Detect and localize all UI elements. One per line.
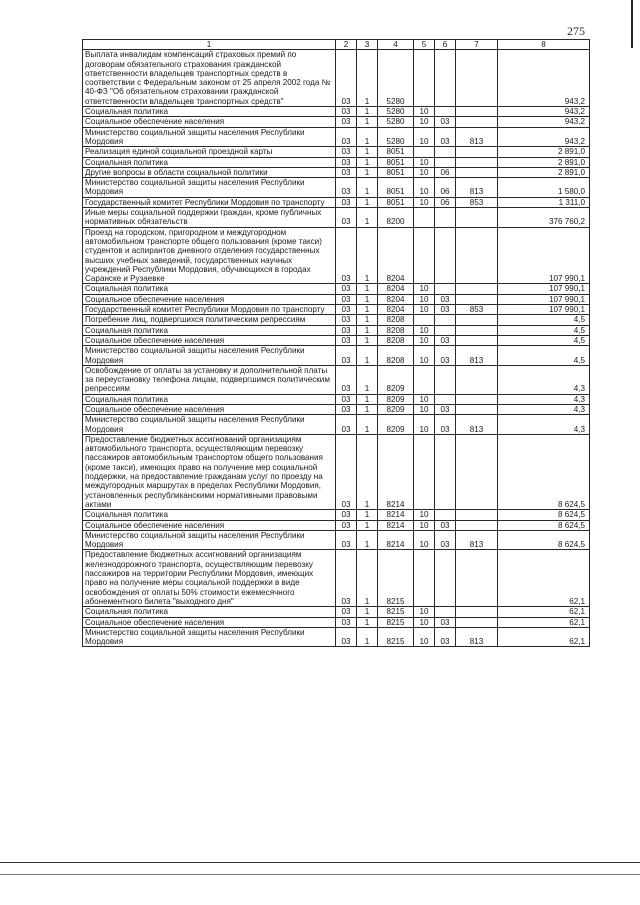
ministry-code-cell	[456, 315, 498, 325]
section-cell: 10	[414, 394, 435, 404]
amount-cell: 1 311,0	[498, 197, 590, 207]
section-cell	[414, 434, 435, 509]
code-subsection-cell: 1	[357, 346, 378, 366]
amount-cell: 376 760,2	[498, 208, 590, 228]
target-article-cell: 8214	[378, 434, 414, 509]
section-cell	[414, 550, 435, 607]
amount-cell: 8 624,5	[498, 530, 590, 550]
table-row	[83, 127, 590, 147]
subsection-cell	[435, 607, 456, 617]
table-header-row	[83, 40, 590, 50]
table-row	[83, 365, 590, 394]
section-cell: 10	[414, 335, 435, 345]
row-name-cell: Социальная политика	[83, 107, 336, 117]
section-cell	[414, 365, 435, 394]
table-row	[83, 107, 590, 117]
code-subsection-cell: 1	[357, 284, 378, 294]
ministry-code-cell	[456, 325, 498, 335]
subsection-cell	[435, 227, 456, 284]
row-name-cell: Социальная политика	[83, 394, 336, 404]
code-subsection-cell: 1	[357, 394, 378, 404]
code-subsection-cell: 1	[357, 365, 378, 394]
target-article-cell: 8214	[378, 510, 414, 520]
code-subsection-cell: 1	[357, 305, 378, 315]
subsection-cell	[435, 394, 456, 404]
ministry-code-cell: 853	[456, 305, 498, 315]
code-section-cell: 03	[336, 415, 357, 435]
table-row	[83, 415, 590, 435]
row-name-cell: Другие вопросы в области социальной политики	[83, 167, 336, 177]
amount-cell: 107 990,1	[498, 284, 590, 294]
subsection-cell: 03	[435, 617, 456, 627]
subsection-cell: 06	[435, 167, 456, 177]
row-name-cell: Проезд на городском, пригородном и междугородном автомобильном транспорте общего пользования (кроме такси) студентов и аспирантов дневного отделения государственных высших учебных заведений, государственных научных учреждений Республики Мордовия, обучающихся в городах Саранске и Рузаевке	[83, 227, 336, 284]
target-article-cell: 8208	[378, 315, 414, 325]
amount-cell: 8 624,5	[498, 520, 590, 530]
row-name-cell: Социальное обеспечение населения	[83, 294, 336, 304]
subsection-cell	[435, 157, 456, 167]
table-row	[83, 294, 590, 304]
table-row	[83, 510, 590, 520]
amount-cell: 943,2	[498, 50, 590, 107]
section-cell: 10	[414, 530, 435, 550]
code-section-cell: 03	[336, 510, 357, 520]
code-subsection-cell: 1	[357, 415, 378, 435]
code-subsection-cell: 1	[357, 127, 378, 147]
code-section-cell: 03	[336, 117, 357, 127]
row-name-cell: Иные меры социальной поддержки граждан, кроме публичных нормативных обязательств	[83, 208, 336, 228]
amount-cell: 107 990,1	[498, 227, 590, 284]
section-cell: 10	[414, 197, 435, 207]
code-section-cell: 03	[336, 167, 357, 177]
row-name-cell: Предоставление бюджетных ассигнований организациям железнодорожного транспорта, осуществляющим перевозку пассажиров на территории Республики Мордовия, имеющих право на получение меры социальной поддержки в виде освобождения от оплаты 50% стоимости ежемесячного абонементного билета "выходного дня"	[83, 550, 336, 607]
target-article-cell: 8215	[378, 617, 414, 627]
row-name-cell: Министерство социальной защиты населения Республики Мордовия	[83, 530, 336, 550]
ministry-code-cell: 813	[456, 346, 498, 366]
subsection-cell	[435, 147, 456, 157]
section-cell: 10	[414, 617, 435, 627]
section-cell: 10	[414, 325, 435, 335]
code-section-cell: 03	[336, 346, 357, 366]
row-name-cell: Реализация единой социальной проездной карты	[83, 147, 336, 157]
amount-cell: 2 891,0	[498, 157, 590, 167]
section-cell	[414, 50, 435, 107]
code-section-cell: 03	[336, 50, 357, 107]
target-article-cell: 8204	[378, 284, 414, 294]
subsection-cell	[435, 50, 456, 107]
code-subsection-cell: 1	[357, 227, 378, 284]
subsection-cell: 03	[435, 627, 456, 647]
target-article-cell: 8209	[378, 415, 414, 435]
table-row	[83, 617, 590, 627]
code-subsection-cell: 1	[357, 335, 378, 345]
amount-cell: 4,3	[498, 404, 590, 414]
target-article-cell: 8209	[378, 394, 414, 404]
code-subsection-cell: 1	[357, 550, 378, 607]
subsection-cell	[435, 325, 456, 335]
subsection-cell: 03	[435, 294, 456, 304]
table-row	[83, 394, 590, 404]
table-row	[83, 208, 590, 228]
ministry-code-cell: 813	[456, 127, 498, 147]
table-row	[83, 346, 590, 366]
amount-cell: 8 624,5	[498, 434, 590, 509]
row-name-cell: Освобождение от оплаты за установку и дополнительной платы за переустановку телефона лицам, подвергшимся политическим репрессиям	[83, 365, 336, 394]
target-article-cell: 8208	[378, 325, 414, 335]
target-article-cell: 8200	[378, 208, 414, 228]
amount-cell: 4,5	[498, 315, 590, 325]
code-subsection-cell: 1	[357, 294, 378, 304]
code-subsection-cell: 1	[357, 167, 378, 177]
row-name-cell: Социальная политика	[83, 284, 336, 294]
budget-table	[82, 39, 590, 647]
amount-cell: 4,3	[498, 415, 590, 435]
amount-cell: 2 891,0	[498, 147, 590, 157]
amount-cell: 2 891,0	[498, 167, 590, 177]
ministry-code-cell	[456, 365, 498, 394]
table-row	[83, 315, 590, 325]
amount-cell: 4,5	[498, 335, 590, 345]
ministry-code-cell: 813	[456, 530, 498, 550]
amount-cell: 4,3	[498, 394, 590, 404]
ministry-code-cell	[456, 510, 498, 520]
amount-cell: 943,2	[498, 127, 590, 147]
code-subsection-cell: 1	[357, 510, 378, 520]
table-row	[83, 530, 590, 550]
table-row	[83, 157, 590, 167]
target-article-cell: 8215	[378, 627, 414, 647]
row-name-cell: Министерство социальной защиты населения Республики Мордовия	[83, 127, 336, 147]
column-header: 4	[378, 40, 414, 50]
amount-cell: 943,2	[498, 107, 590, 117]
ministry-code-cell	[456, 50, 498, 107]
amount-cell: 62,1	[498, 607, 590, 617]
row-name-cell: Министерство социальной защиты населения Республики Мордовия	[83, 178, 336, 198]
target-article-cell: 8204	[378, 305, 414, 315]
column-header: 3	[357, 40, 378, 50]
subsection-cell: 06	[435, 197, 456, 207]
target-article-cell: 8208	[378, 346, 414, 366]
row-name-cell: Социальное обеспечение населения	[83, 335, 336, 345]
section-cell: 10	[414, 607, 435, 617]
code-subsection-cell: 1	[357, 325, 378, 335]
amount-cell: 107 990,1	[498, 305, 590, 315]
ministry-code-cell	[456, 607, 498, 617]
amount-cell: 8 624,5	[498, 510, 590, 520]
ministry-code-cell	[456, 394, 498, 404]
section-cell: 10	[414, 294, 435, 304]
column-header: 1	[83, 40, 336, 50]
code-section-cell: 03	[336, 404, 357, 414]
table-row	[83, 627, 590, 647]
column-header: 7	[456, 40, 498, 50]
code-section-cell: 03	[336, 530, 357, 550]
section-cell: 10	[414, 127, 435, 147]
code-section-cell: 03	[336, 197, 357, 207]
table-row	[83, 607, 590, 617]
code-subsection-cell: 1	[357, 117, 378, 127]
column-header: 2	[336, 40, 357, 50]
section-cell: 10	[414, 117, 435, 127]
row-name-cell: Социальное обеспечение населения	[83, 520, 336, 530]
amount-cell: 107 990,1	[498, 294, 590, 304]
target-article-cell: 8209	[378, 404, 414, 414]
table-row	[83, 434, 590, 509]
ministry-code-cell	[456, 147, 498, 157]
ministry-code-cell	[456, 404, 498, 414]
ministry-code-cell: 853	[456, 197, 498, 207]
row-name-cell: Социальная политика	[83, 510, 336, 520]
code-subsection-cell: 1	[357, 315, 378, 325]
ministry-code-cell: 813	[456, 627, 498, 647]
target-article-cell: 8208	[378, 335, 414, 345]
target-article-cell: 5280	[378, 107, 414, 117]
ministry-code-cell	[456, 167, 498, 177]
code-subsection-cell: 1	[357, 157, 378, 167]
subsection-cell: 03	[435, 335, 456, 345]
section-cell: 10	[414, 404, 435, 414]
section-cell: 10	[414, 305, 435, 315]
subsection-cell: 03	[435, 520, 456, 530]
ministry-code-cell	[456, 284, 498, 294]
subsection-cell: 03	[435, 346, 456, 366]
ministry-code-cell: 813	[456, 178, 498, 198]
target-article-cell: 8051	[378, 157, 414, 167]
code-section-cell: 03	[336, 208, 357, 228]
target-article-cell: 8204	[378, 294, 414, 304]
target-article-cell: 8051	[378, 167, 414, 177]
scan-edge-mark	[631, 0, 633, 48]
section-cell	[414, 315, 435, 325]
table-row	[83, 335, 590, 345]
row-name-cell: Выплата инвалидам компенсаций страховых премий по договорам обязательного страхования гражданской ответственности владельцев транспортных средств в соответствии с Федеральным законом от 25 апреля 2002 года № 40-ФЗ "Об обязательном страховании гражданской ответственности владельцев транспортных средств"	[83, 50, 336, 107]
table-row	[83, 404, 590, 414]
subsection-cell: 03	[435, 415, 456, 435]
code-subsection-cell: 1	[357, 50, 378, 107]
code-section-cell: 03	[336, 627, 357, 647]
ministry-code-cell	[456, 434, 498, 509]
ministry-code-cell	[456, 335, 498, 345]
code-section-cell: 03	[336, 284, 357, 294]
table-row	[83, 284, 590, 294]
code-subsection-cell: 1	[357, 107, 378, 117]
code-section-cell: 03	[336, 394, 357, 404]
row-name-cell: Социальная политика	[83, 607, 336, 617]
code-section-cell: 03	[336, 107, 357, 117]
subsection-cell	[435, 510, 456, 520]
subsection-cell: 03	[435, 117, 456, 127]
code-section-cell: 03	[336, 294, 357, 304]
target-article-cell: 8215	[378, 607, 414, 617]
row-name-cell: Государственный комитет Республики Мордовия по транспорту	[83, 305, 336, 315]
subsection-cell: 06	[435, 178, 456, 198]
target-article-cell: 8204	[378, 227, 414, 284]
code-section-cell: 03	[336, 127, 357, 147]
ministry-code-cell	[456, 520, 498, 530]
table-row	[83, 147, 590, 157]
row-name-cell: Социальное обеспечение населения	[83, 117, 336, 127]
code-section-cell: 03	[336, 550, 357, 607]
code-section-cell: 03	[336, 434, 357, 509]
section-cell: 10	[414, 157, 435, 167]
ministry-code-cell	[456, 617, 498, 627]
row-name-cell: Министерство социальной защиты населения Республики Мордовия	[83, 346, 336, 366]
code-section-cell: 03	[336, 607, 357, 617]
code-subsection-cell: 1	[357, 404, 378, 414]
code-subsection-cell: 1	[357, 208, 378, 228]
amount-cell: 62,1	[498, 627, 590, 647]
code-subsection-cell: 1	[357, 147, 378, 157]
ministry-code-cell	[456, 550, 498, 607]
target-article-cell: 8051	[378, 147, 414, 157]
ministry-code-cell: 813	[456, 415, 498, 435]
table-row	[83, 167, 590, 177]
code-subsection-cell: 1	[357, 178, 378, 198]
amount-cell: 1 580,0	[498, 178, 590, 198]
column-header: 5	[414, 40, 435, 50]
amount-cell: 62,1	[498, 617, 590, 627]
amount-cell: 4,5	[498, 346, 590, 366]
table-row	[83, 197, 590, 207]
row-name-cell: Социальная политика	[83, 157, 336, 167]
row-name-cell: Предоставление бюджетных ассигнований организациям автомобильного транспорта, осуществляющим перевозку пассажиров автомобильным транспортом общего пользования (кроме такси), имеющих право на получение мер социальной поддержки, на предоставление гражданам услуг по проезду на междугородных маршрутах в пределах Республики Мордовия, установленных республиканскими нормативными правовыми актами	[83, 434, 336, 509]
code-subsection-cell: 1	[357, 520, 378, 530]
code-section-cell: 03	[336, 365, 357, 394]
column-header: 6	[435, 40, 456, 50]
row-name-cell: Погребение лиц, подвергшихся политическим репрессиям	[83, 315, 336, 325]
code-subsection-cell: 1	[357, 607, 378, 617]
row-name-cell: Государственный комитет Республики Мордовия по транспорту	[83, 197, 336, 207]
bottom-rule	[0, 874, 640, 875]
section-cell: 10	[414, 107, 435, 117]
code-section-cell: 03	[336, 325, 357, 335]
section-cell: 10	[414, 346, 435, 366]
section-cell: 10	[414, 520, 435, 530]
table-row	[83, 117, 590, 127]
target-article-cell: 8051	[378, 178, 414, 198]
subsection-cell	[435, 208, 456, 228]
section-cell: 10	[414, 415, 435, 435]
subsection-cell: 03	[435, 305, 456, 315]
code-section-cell: 03	[336, 305, 357, 315]
code-section-cell: 03	[336, 335, 357, 345]
code-subsection-cell: 1	[357, 627, 378, 647]
target-article-cell: 5280	[378, 117, 414, 127]
subsection-cell: 03	[435, 404, 456, 414]
code-section-cell: 03	[336, 157, 357, 167]
target-article-cell: 8051	[378, 197, 414, 207]
row-name-cell: Социальная политика	[83, 325, 336, 335]
table-row	[83, 50, 590, 107]
ministry-code-cell	[456, 117, 498, 127]
code-subsection-cell: 1	[357, 530, 378, 550]
code-section-cell: 03	[336, 315, 357, 325]
row-name-cell: Социальное обеспечение населения	[83, 617, 336, 627]
section-cell	[414, 147, 435, 157]
ministry-code-cell	[456, 227, 498, 284]
target-article-cell: 8209	[378, 365, 414, 394]
ministry-code-cell	[456, 294, 498, 304]
table-row	[83, 227, 590, 284]
target-article-cell: 8214	[378, 520, 414, 530]
code-section-cell: 03	[336, 147, 357, 157]
amount-cell: 4,5	[498, 325, 590, 335]
ministry-code-cell	[456, 107, 498, 117]
code-subsection-cell: 1	[357, 617, 378, 627]
code-section-cell: 03	[336, 617, 357, 627]
subsection-cell	[435, 315, 456, 325]
table-row	[83, 520, 590, 530]
section-cell: 10	[414, 284, 435, 294]
subsection-cell	[435, 284, 456, 294]
code-section-cell: 03	[336, 520, 357, 530]
subsection-cell	[435, 107, 456, 117]
row-name-cell: Министерство социальной защиты населения Республики Мордовия	[83, 415, 336, 435]
row-name-cell: Социальное обеспечение населения	[83, 404, 336, 414]
target-article-cell: 8214	[378, 530, 414, 550]
target-article-cell: 5280	[378, 50, 414, 107]
target-article-cell: 5280	[378, 127, 414, 147]
table-row	[83, 550, 590, 607]
section-cell	[414, 208, 435, 228]
code-subsection-cell: 1	[357, 434, 378, 509]
section-cell: 10	[414, 178, 435, 198]
table-row	[83, 178, 590, 198]
table-row	[83, 305, 590, 315]
section-cell: 10	[414, 627, 435, 647]
row-name-cell: Министерство социальной защиты населения Республики Мордовия	[83, 627, 336, 647]
subsection-cell	[435, 434, 456, 509]
code-section-cell: 03	[336, 227, 357, 284]
subsection-cell: 03	[435, 530, 456, 550]
subsection-cell	[435, 550, 456, 607]
section-cell: 10	[414, 167, 435, 177]
code-section-cell: 03	[336, 178, 357, 198]
code-subsection-cell: 1	[357, 197, 378, 207]
section-cell	[414, 227, 435, 284]
section-cell: 10	[414, 510, 435, 520]
ministry-code-cell	[456, 157, 498, 167]
subsection-cell	[435, 365, 456, 394]
amount-cell: 943,2	[498, 117, 590, 127]
bottom-rule	[0, 862, 640, 863]
target-article-cell: 8215	[378, 550, 414, 607]
column-header: 8	[498, 40, 590, 50]
amount-cell: 62,1	[498, 550, 590, 607]
subsection-cell: 03	[435, 127, 456, 147]
amount-cell: 4,3	[498, 365, 590, 394]
table-row	[83, 325, 590, 335]
ministry-code-cell	[456, 208, 498, 228]
page-number: 275	[567, 24, 585, 38]
